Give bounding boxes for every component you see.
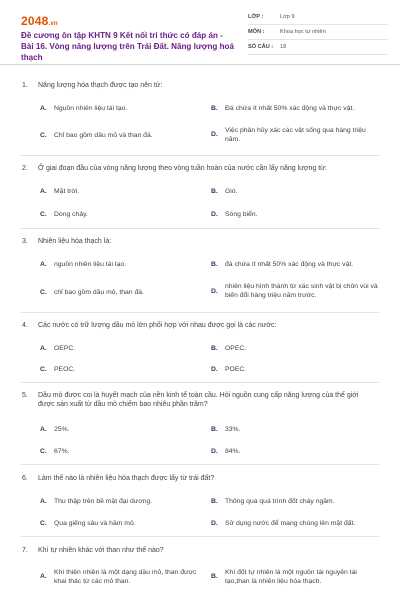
question-text: Năng lượng hóa thạch được tạo nên từ: <box>38 82 163 89</box>
question-text: Nhiên liệu hóa thạch là: <box>38 238 112 245</box>
question-number: 3. <box>22 238 28 245</box>
meta-key: LỚP : <box>248 14 264 20</box>
option-text: chỉ bao gồm dầu mỏ, than đá. <box>54 289 144 296</box>
meta-key: SỐ CÂU : <box>248 44 274 50</box>
option-letter: C. <box>40 366 47 373</box>
option-letter: C. <box>40 132 47 139</box>
option-text: đá chứa ít nhất 50% xác động và thực vật. <box>225 261 354 268</box>
option-text: Mặt trời. <box>54 188 80 195</box>
option-letter: C. <box>40 289 47 296</box>
option-text: 33%. <box>225 426 241 433</box>
question-6-stem <box>22 474 382 483</box>
meta-table <box>248 10 388 55</box>
document-header <box>0 0 400 65</box>
question-text: Ở giai đoạn đầu của vòng năng lượng theo vòng tuần hoàn của nước cần lấy năng lượng từ: <box>38 165 327 172</box>
question-number: 1. <box>22 82 28 89</box>
option-letter: B. <box>211 105 218 112</box>
option-text: Sử dụng nước để mang chúng lên mặt đất. <box>225 520 356 527</box>
option-letter: A. <box>40 426 47 433</box>
option-letter: D. <box>211 366 218 373</box>
option-letter: A. <box>40 498 47 505</box>
option-letter: D. <box>211 288 218 295</box>
option-letter: B. <box>211 261 218 268</box>
option-letter: A. <box>40 188 47 195</box>
logo-suffix: .vn <box>48 21 58 27</box>
question-4-stem <box>22 321 382 330</box>
meta-key: MÔN : <box>248 29 265 35</box>
option-text: Đá chứa ít nhất 50% xác động và thực vật. <box>225 105 355 112</box>
question-text: Dầu mỏ được coi là huyết mạch của nền kinh tế toàn cầu. Hỏi nguồn cung cấp năng lượng của thế giới được sản xuất từ dầu mỏ chiếm bao nhiêu phần trăm? <box>38 392 359 408</box>
meta-row-class <box>248 10 388 25</box>
option-text: Việc phân hủy xác các vật sống qua hàng triệu năm. <box>225 127 366 143</box>
option-letter: A. <box>40 261 47 268</box>
question-number: 6. <box>22 475 28 482</box>
document-title: Đề cương ôn tập KHTN 9 Kết nối tri thức có đáp án - Bài 16. Vòng năng lượng trên Trái Đất. Năng lượng hoá thạch <box>21 31 235 62</box>
question-text: Các nước có trữ lượng dầu mỏ lớn phối hợp với nhau được gọi là các nước: <box>38 322 277 329</box>
option-text: OPEC. <box>225 345 247 352</box>
option-letter: A. <box>40 345 47 352</box>
option-letter: B. <box>211 426 218 433</box>
option-letter: C. <box>40 211 47 218</box>
option-letter: B. <box>211 498 218 505</box>
option-letter: D. <box>211 448 218 455</box>
option-text: Khí đốt tự nhiên là một nguồn tái nguyên tái tạo,than là nhiên liệu hóa thạch. <box>225 569 357 585</box>
option-letter: A. <box>40 573 47 580</box>
meta-value: Lớp 9 <box>280 14 295 20</box>
option-text: nguồn nhiên liệu tái tạo. <box>54 261 127 268</box>
question-divider <box>21 228 379 229</box>
question-text: Khí tự nhiên khác với than như thế nào? <box>38 547 164 554</box>
question-divider <box>21 155 379 156</box>
question-number: 4. <box>22 322 28 329</box>
option-letter: D. <box>211 520 218 527</box>
option-text: Khí thiên nhiên là một dạng dầu mỏ, than được khai thác từ các mỏ than. <box>54 569 197 585</box>
option-text: Sóng biển. <box>225 211 258 218</box>
option-letter: D. <box>211 131 218 138</box>
option-letter: C. <box>40 448 47 455</box>
option-letter: B. <box>211 345 218 352</box>
option-letter: B. <box>211 188 218 195</box>
question-7-stem <box>22 546 382 555</box>
option-letter: C. <box>40 520 47 527</box>
option-text: 84%. <box>225 448 241 455</box>
question-divider <box>21 382 379 383</box>
question-number: 2. <box>22 165 28 172</box>
meta-row-count <box>248 40 388 55</box>
question-1-stem <box>22 81 382 90</box>
option-text: Thông qua quá trình đốt cháy ngầm. <box>225 498 335 505</box>
option-text: Qua giếng sâu và hầm mỏ. <box>54 520 136 527</box>
question-number: 7. <box>22 547 28 554</box>
meta-row-subject <box>248 25 388 40</box>
site-logo[interactable] <box>21 14 58 28</box>
option-text: Chỉ bao gồm dầu mỏ và than đá. <box>54 132 153 139</box>
option-text: Gió. <box>225 188 238 195</box>
meta-value: 18 <box>280 44 287 50</box>
logo-text: 2048 <box>21 14 49 28</box>
option-text: OEPC. <box>54 345 76 352</box>
option-letter: A. <box>40 105 47 112</box>
question-text: Làm thế nào là nhiên liệu hóa thạch được lấy từ trái đất? <box>38 475 215 482</box>
option-text: 25%. <box>54 426 70 433</box>
option-text: Nguồn nhiên liệu tái tạo. <box>54 105 128 112</box>
option-letter: B. <box>211 573 218 580</box>
question-2-stem <box>22 164 382 173</box>
question-5-stem <box>22 391 382 409</box>
question-divider <box>21 312 379 313</box>
option-text: Dòng chảy. <box>54 211 88 218</box>
option-letter: D. <box>211 211 218 218</box>
question-number: 5. <box>22 392 28 399</box>
meta-value: Khoa học tự nhiên <box>280 29 326 35</box>
option-text: 67%. <box>54 448 70 455</box>
option-text: Thu thập trên bề mặt đại dương. <box>54 498 153 505</box>
question-3-stem <box>22 237 382 246</box>
question-divider <box>21 464 379 465</box>
option-text: POEC. <box>225 366 247 373</box>
option-text: PEOC. <box>54 366 76 373</box>
question-divider <box>21 536 379 537</box>
option-text: nhiên liệu hình thành từ xác sinh vật bị chôn vùi và biến đổi hàng triệu năm trước. <box>225 283 378 299</box>
